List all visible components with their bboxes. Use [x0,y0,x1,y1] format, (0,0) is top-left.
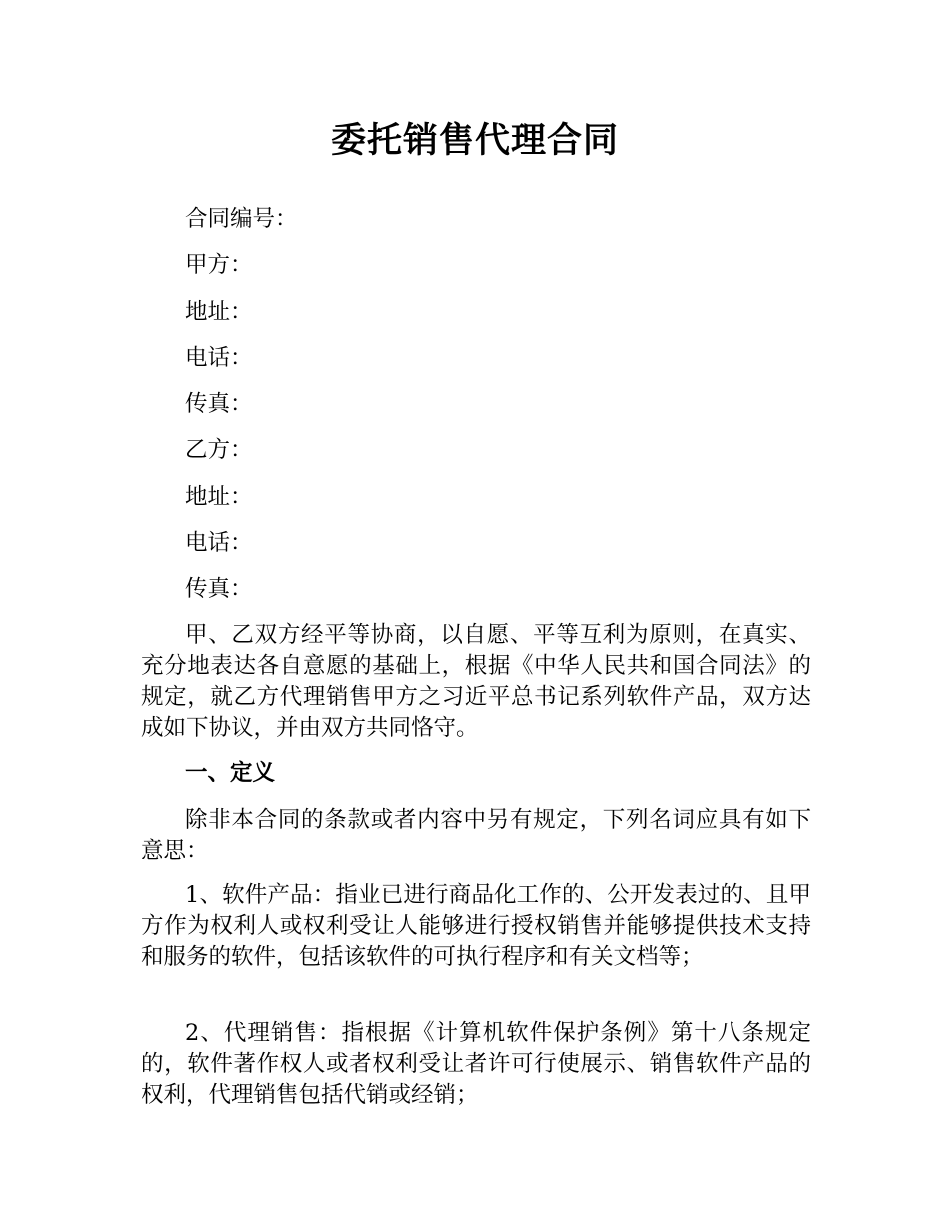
field-party-a: 甲方： [185,252,253,279]
field-party-b: 乙方： [185,437,253,464]
definition-item-software-product: 1、软件产品：指业已进行商品化工作的、公开发表过的、且甲方作为权利人或权利受让人能够进行授权销售并能够提供技术支持和服务的软件，包括该软件的可执行程序和有关文档等； [141,882,811,970]
field-party-a-address: 地址： [185,298,253,325]
definitions-lead-paragraph: 除非本合同的条款或者内容中另有规定，下列名词应具有如下意思： [141,807,811,864]
field-party-b-phone: 电话： [185,530,253,557]
section-heading-definitions: 一、定义 [185,760,276,786]
intro-paragraph-block [141,620,811,744]
field-contract-number: 合同编号： [185,206,298,232]
field-party-a-phone: 电话： [185,344,253,371]
definition-item-2-block [141,1018,811,1111]
definition-item-1-block [141,880,811,973]
field-party-b-fax: 传真： [185,576,253,603]
field-party-a-fax: 传真： [185,391,253,418]
intro-paragraph: 甲、乙双方经平等协商，以自愿、平等互利为原则，在真实、充分地表达各自意愿的基础上，根据《中华人民共和国合同法》的规定，就乙方代理销售甲方之习近平总书记系列软件产品，双方达成如下协议，并由双方共同恪守。 [141,622,811,741]
definition-item-agency-sales: 2、代理销售：指根据《计算机软件保护条例》第十八条规定的，软件著作权人或者权利受让者许可行使展示、销售软件产品的权利，代理销售包括代销或经销； [141,1020,811,1108]
document-title: 委托销售代理合同 [330,121,619,161]
party-info-fields [185,204,298,621]
definitions-lead-block [141,805,811,867]
field-party-b-address: 地址： [185,483,253,510]
